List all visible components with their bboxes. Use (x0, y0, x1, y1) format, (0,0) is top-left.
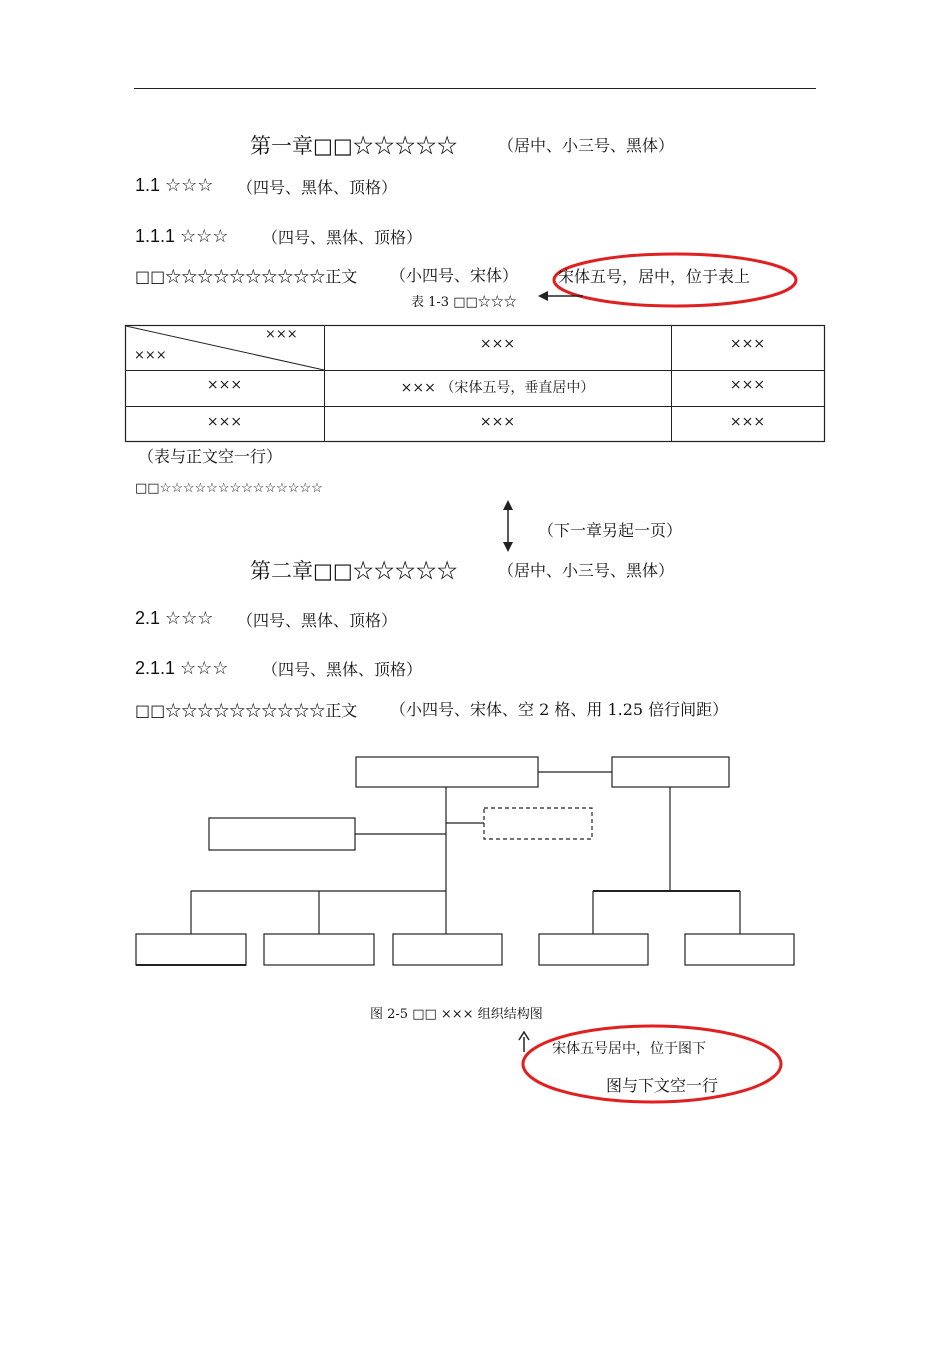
double-arrow-up-head (503, 500, 513, 510)
paragraph-3: □□☆☆☆☆☆☆☆☆☆☆正文 (135, 701, 358, 720)
table-diag-top-label: ××× (265, 327, 298, 342)
section-2-1-1-title: 2.1.1 ☆☆☆ (135, 658, 229, 678)
chapter-1-note: （居中、小三号、黑体） (498, 136, 675, 155)
table-cell: ××× (729, 377, 766, 393)
table-header-cell: ××× (729, 336, 766, 352)
table-cell: ××× (206, 414, 243, 430)
org-box-bottom-5 (685, 934, 794, 965)
arrow-head-table (538, 291, 548, 301)
page-break-note: （下一章另起一页） (538, 521, 683, 540)
org-box-top-main (356, 757, 538, 787)
org-box-bottom-1 (136, 934, 246, 965)
chapter-2-title: 第二章□□☆☆☆☆☆ (250, 559, 458, 583)
org-connectors (191, 772, 740, 934)
table-caption: 表 1-3 □□☆☆☆ (411, 295, 517, 310)
section-2-1-1-note: （四号、黑体、顶格） (262, 660, 423, 679)
table-cell: ××× (479, 414, 516, 430)
table-diag-bottom-label: ××× (134, 348, 167, 363)
org-box-bottom-4 (539, 934, 648, 965)
section-1-1-title: 1.1 ☆☆☆ (135, 175, 214, 195)
table-cell: ××× (729, 414, 766, 430)
paragraph-1-note: （小四号、宋体） (390, 266, 519, 285)
org-box-middle-left (209, 818, 355, 850)
table-cell: ××× (206, 377, 243, 393)
chapter-1-title: 第一章□□☆☆☆☆☆ (250, 134, 458, 158)
org-box-top-right (612, 757, 729, 787)
org-box-bottom-2 (264, 934, 374, 965)
org-box-dashed (484, 808, 592, 839)
paragraph-1: □□☆☆☆☆☆☆☆☆☆☆正文 (135, 267, 358, 286)
table-cell: ××× （宋体五号，垂直居中） (400, 380, 595, 396)
callout-figure-line2: 图与下文空一行 (606, 1076, 719, 1095)
double-arrow-down-head (503, 542, 513, 552)
table-header-cell: ××× (479, 336, 516, 352)
figure-caption: 图 2-5 □□ ××× 组织结构图 (370, 1007, 543, 1022)
section-2-1-note: （四号、黑体、顶格） (237, 611, 398, 630)
section-1-1-note: （四号、黑体、顶格） (237, 178, 398, 197)
section-1-1-1-title: 1.1.1 ☆☆☆ (135, 226, 229, 246)
table-after-note: （表与正文空一行） (138, 447, 283, 466)
paragraph-2: □□☆☆☆☆☆☆☆☆☆☆☆☆☆☆ (135, 481, 323, 496)
section-1-1-1-note: （四号、黑体、顶格） (262, 228, 423, 247)
callout-figure-line1: 宋体五号居中，位于图下 (552, 1041, 706, 1057)
paragraph-3-note: （小四号、宋体、空 2 格、用 1.25 倍行间距） (390, 700, 729, 719)
chapter-2-note: （居中、小三号、黑体） (498, 561, 675, 580)
section-2-1-title: 2.1 ☆☆☆ (135, 608, 214, 628)
org-box-bottom-3 (393, 934, 502, 965)
callout-table-text: 宋体五号，居中，位于表上 (558, 267, 751, 286)
